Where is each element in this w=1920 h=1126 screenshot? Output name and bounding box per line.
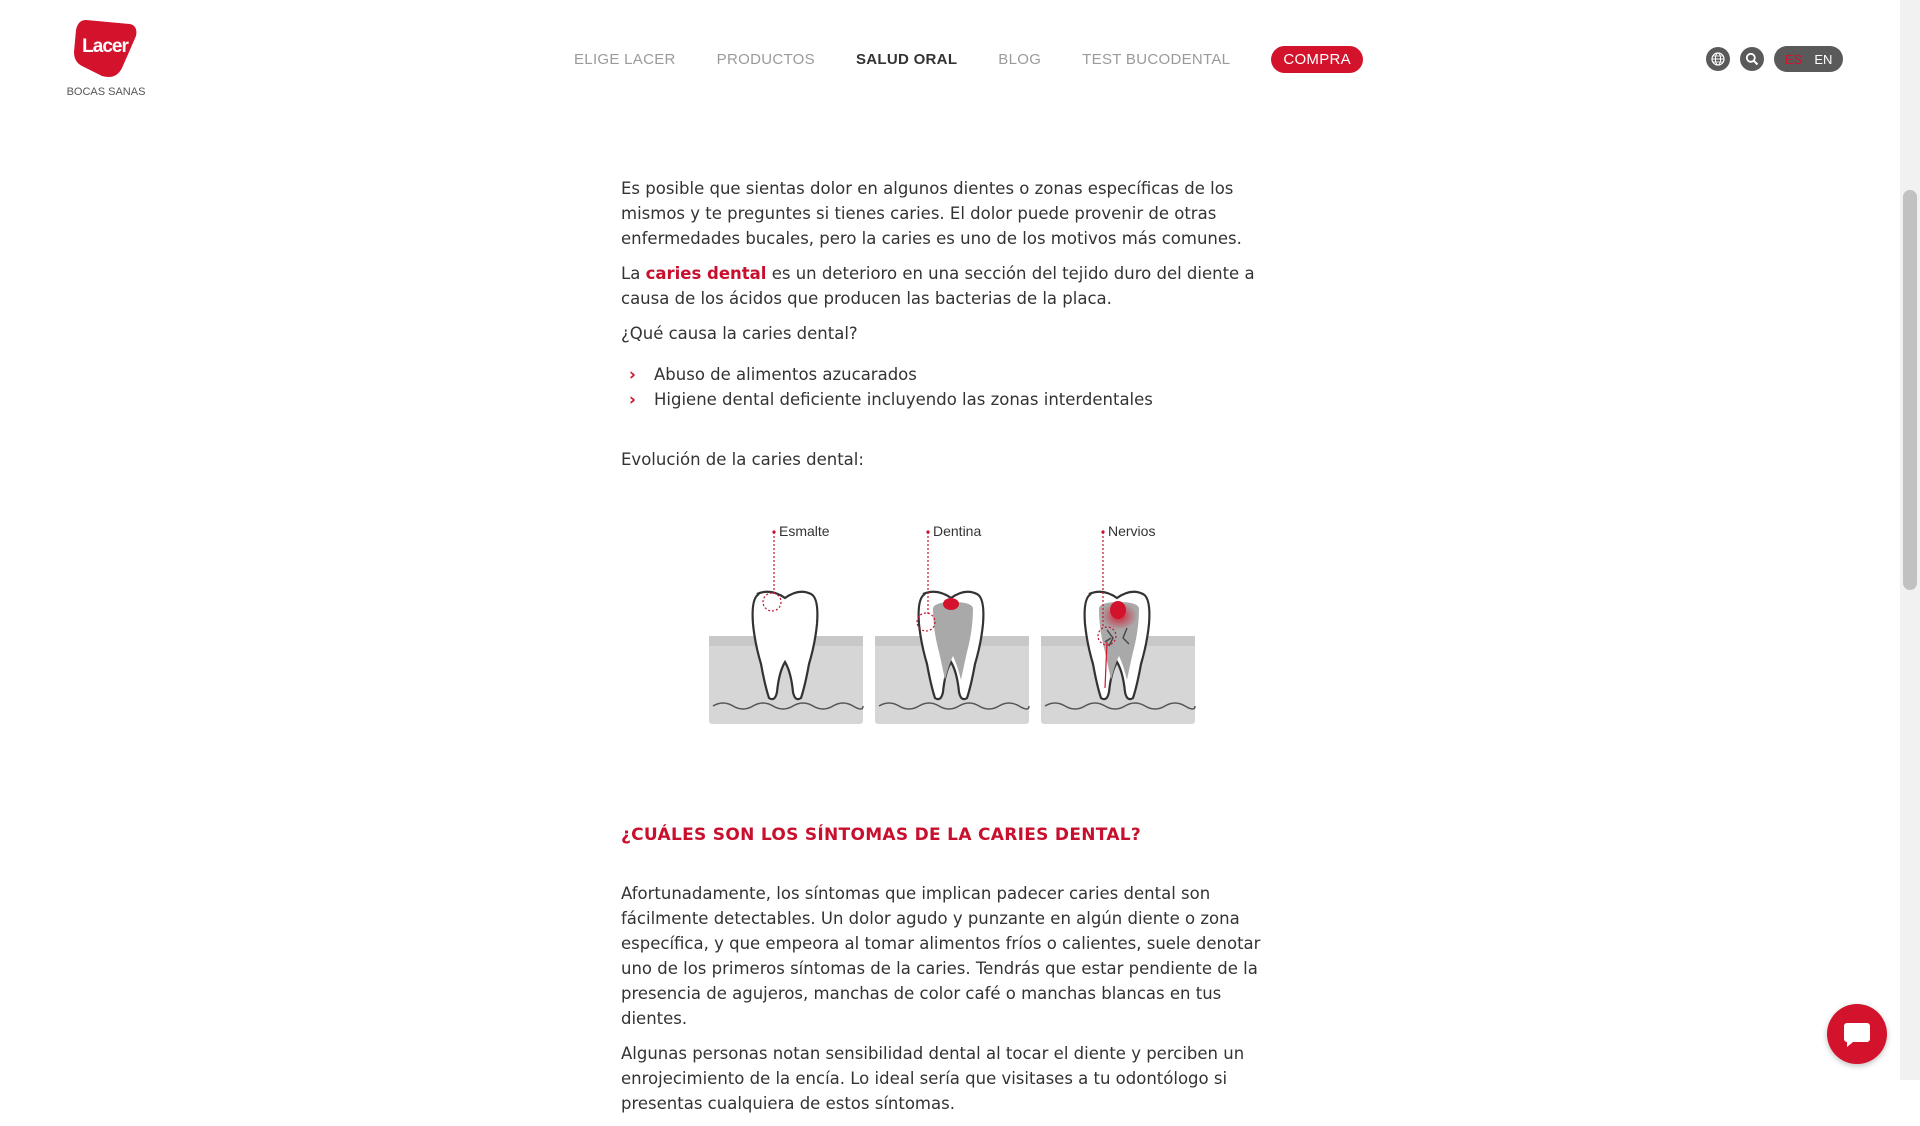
evolution-caption: Evolución de la caries dental: <box>621 450 864 469</box>
tooth-panel-dentina <box>875 530 1029 724</box>
language-switcher[interactable] <box>1774 46 1843 72</box>
tooth-panel-nervios <box>1041 530 1195 724</box>
site-header <box>0 0 1900 120</box>
intro-paragraph: Es posible que sientas dolor en algunos dientes o zonas específicas de los mismos y te preguntes si tienes caries. El dolor puede provenir de otras enfermedades bucales, pero la caries es uno de los motivos más comunes. <box>621 179 1242 248</box>
search-icon <box>1745 52 1759 66</box>
causes-list <box>621 362 1291 412</box>
symptoms-paragraph-1: Afortunadamente, los síntomas que implican padecer caries dental son fácilmente detectables. Un dolor agudo y punzante en algún diente o zona específica, y que empeora al tomar alimentos fríos o calientes, suele denotar uno de los primeros síntomas de la caries. Tendrás que estar pendiente de la presencia de agujeros, manchas de color café o manchas blancas en tus dientes. <box>621 884 1261 1028</box>
header-tools <box>1706 46 1843 72</box>
list-item <box>621 362 1291 387</box>
nav-item-salud-oral[interactable]: SALUD ORAL <box>855 50 958 68</box>
label-esmalte: Esmalte <box>779 523 830 539</box>
nav-item-elige-lacer[interactable]: ELIGE LACER <box>574 50 676 68</box>
logo-wordmark: Lacer <box>82 36 128 57</box>
nav-item-productos[interactable]: PRODUCTOS <box>716 50 815 68</box>
globe-icon <box>1711 52 1725 66</box>
symptoms-body <box>621 881 1291 1126</box>
caries-evolution-illustration <box>707 518 1197 728</box>
definition-rest: es un deterioro en una sección del tejido duro del diente a causa de los ácidos que producen las bacterias de la placa. <box>621 264 1255 308</box>
chat-button[interactable] <box>1827 1004 1887 1064</box>
label-nervios: Nervios <box>1108 523 1156 539</box>
definition-prefix: La <box>621 264 646 283</box>
page-scrollbar[interactable] <box>1900 0 1920 1080</box>
chevron-right-icon: › <box>629 365 636 384</box>
caries-dental-highlight: caries dental <box>645 264 767 283</box>
lacer-logo[interactable] <box>62 16 150 104</box>
article-body <box>621 176 1291 482</box>
cause-text: Higiene dental deficiente incluyendo las zonas interdentales <box>654 390 1153 409</box>
nav-item-blog[interactable]: BLOG <box>998 50 1042 68</box>
search-button[interactable] <box>1740 47 1764 71</box>
main-nav <box>574 44 1363 74</box>
definition-paragraph <box>621 261 1291 311</box>
nav-item-test-bucodental[interactable]: TEST BUCODENTAL <box>1082 50 1231 68</box>
compra-button[interactable]: COMPRA <box>1271 46 1363 73</box>
scrollbar-thumb[interactable] <box>1903 190 1917 590</box>
label-dentina: Dentina <box>933 523 982 539</box>
lang-en[interactable]: EN <box>1814 51 1833 67</box>
cause-text: Abuso de alimentos azucarados <box>654 365 917 384</box>
symptoms-paragraph-2: Algunas personas notan sensibilidad dental al tocar el diente y perciben un enrojecimiento de la encía. Lo ideal sería que visitases a tu odontólogo si presentas cualquiera de estos síntomas. <box>621 1044 1245 1113</box>
logo-tagline: BOCAS SANAS <box>66 86 146 98</box>
lang-es[interactable]: ES <box>1785 51 1803 67</box>
chat-bubble-icon <box>1842 1019 1872 1049</box>
list-item <box>621 387 1291 412</box>
globe-button[interactable] <box>1706 47 1730 71</box>
tooth-panel-esmalte <box>709 530 863 724</box>
symptoms-heading: ¿CUÁLES SON LOS SÍNTOMAS DE LA CARIES DENTAL? <box>621 825 1142 845</box>
causes-question: ¿Qué causa la caries dental? <box>621 324 858 343</box>
chevron-right-icon: › <box>629 390 636 409</box>
